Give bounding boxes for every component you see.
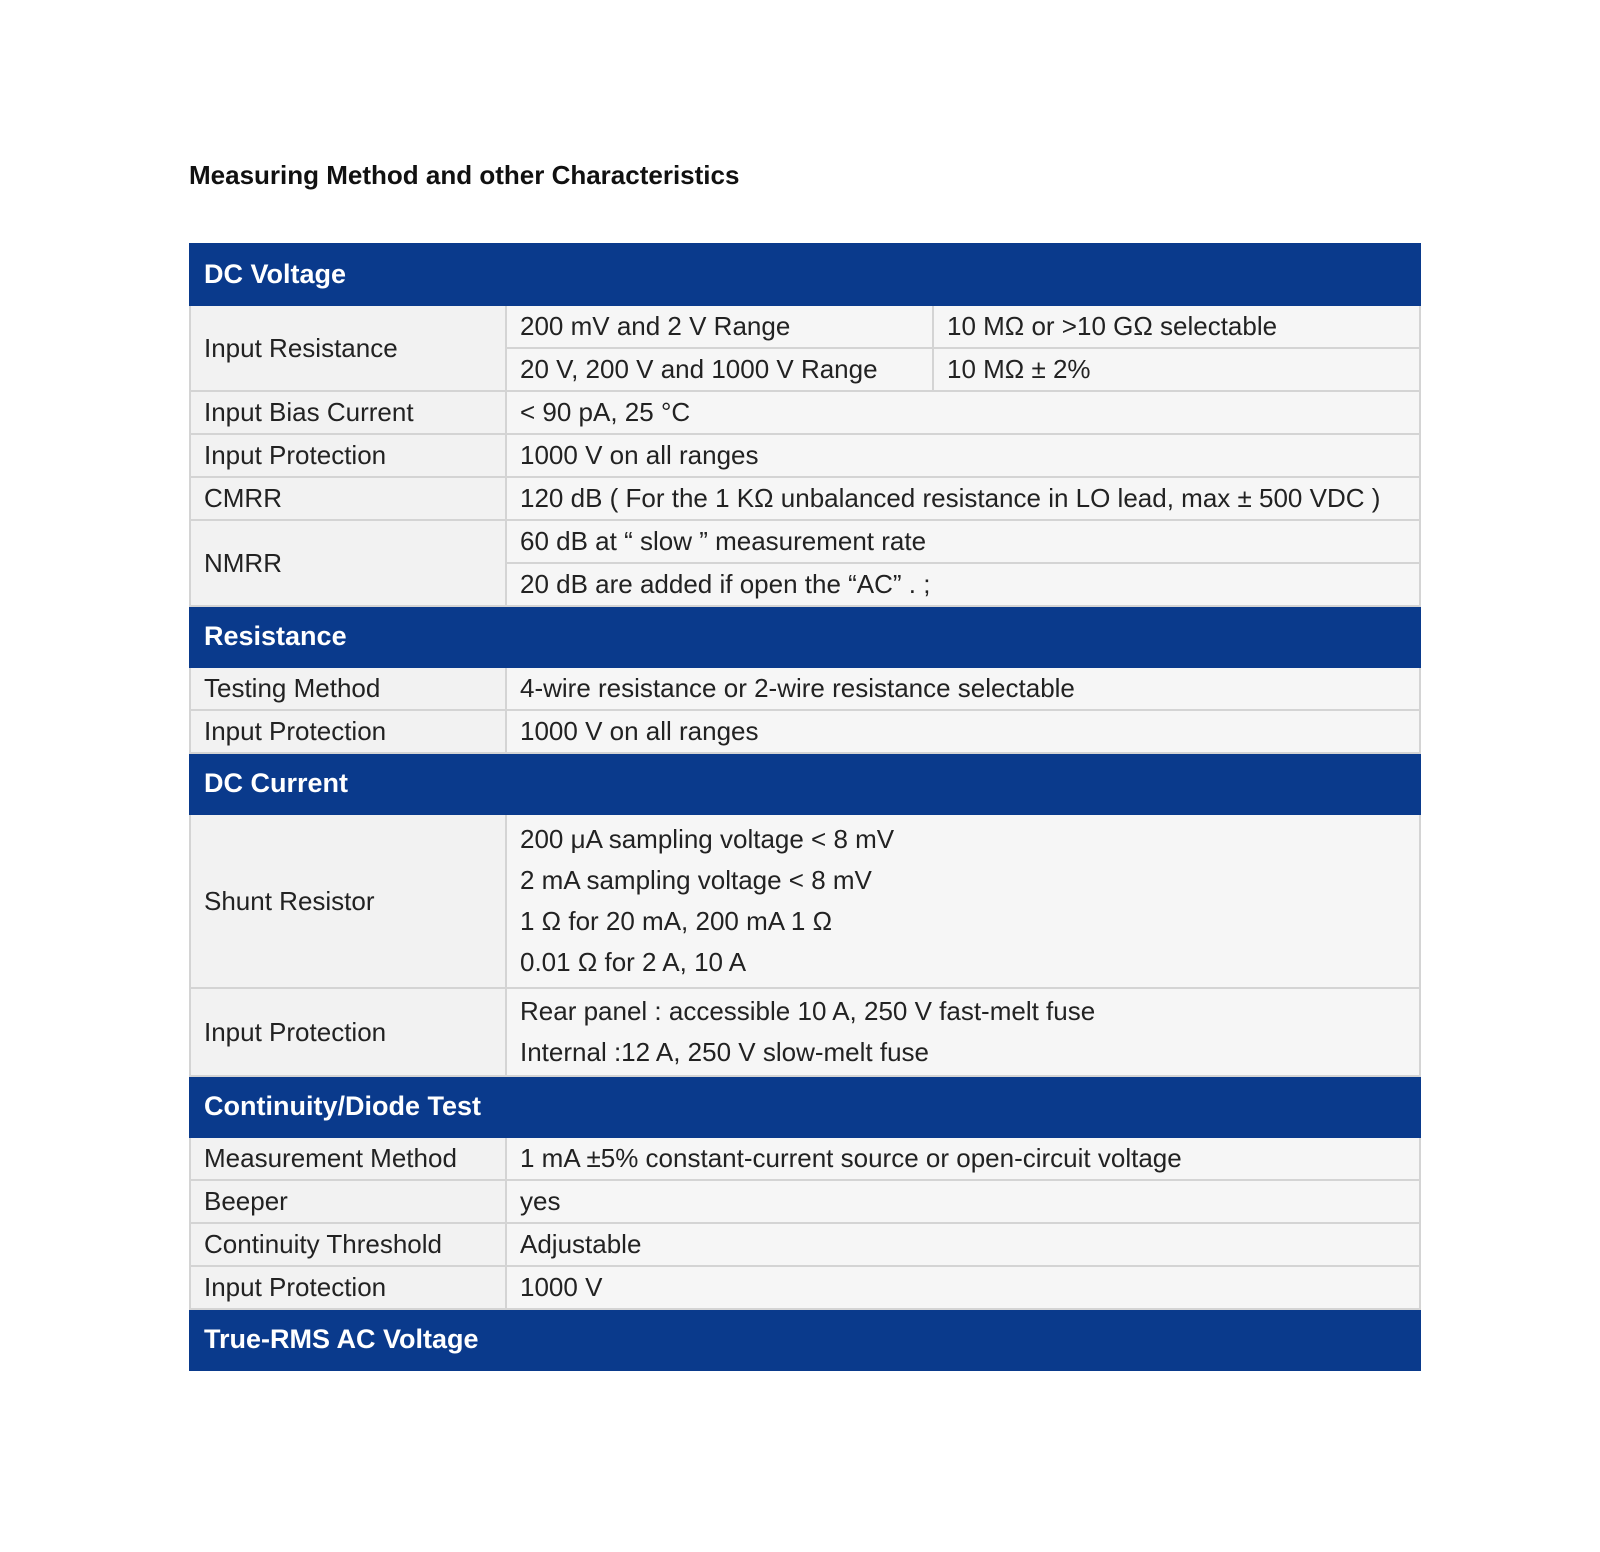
row-label-input-protection: Input Protection [190,1266,506,1309]
value-measurement-method: 1 mA ±5% constant-current source or open-circuit voltage [506,1137,1420,1180]
range-cell: 200 mV and 2 V Range [506,305,933,348]
table-row-measurement-method [190,1137,1420,1180]
table-row-continuity-threshold [190,1223,1420,1266]
section-header-dc-voltage [190,244,1420,305]
shunt-line: 200 μA sampling voltage < 8 mV [520,824,895,854]
value-continuity-threshold: Adjustable [506,1223,1420,1266]
range-value-cell: 10 MΩ ± 2% [933,348,1420,391]
table-row-input-protection [190,710,1420,753]
row-label-testing-method: Testing Method [190,667,506,710]
table-row-input-protection [190,1266,1420,1309]
table-row-testing-method [190,667,1420,710]
row-label-input-protection: Input Protection [190,710,506,753]
section-header-continuity-diode [190,1076,1420,1137]
row-label-input-protection: Input Protection [190,434,506,477]
value-nmrr-1: 60 dB at “ slow ” measurement rate [506,520,1420,563]
section-header-true-rms-ac-voltage [190,1309,1420,1370]
value-input-protection: 1000 V on all ranges [506,710,1420,753]
value-testing-method: 4-wire resistance or 2-wire resistance selectable [506,667,1420,710]
value-beeper: yes [506,1180,1420,1223]
page-title: Measuring Method and other Characteristics [189,160,740,190]
row-label-input-bias-current: Input Bias Current [190,391,506,434]
table-row-input-protection [190,434,1420,477]
row-label-input-resistance: Input Resistance [190,305,506,391]
table-row-shunt-resistor [190,814,1420,988]
table-row-input-protection [190,988,1420,1076]
shunt-line: 1 Ω for 20 mA, 200 mA 1 Ω [520,906,833,936]
value-input-bias-current: < 90 pA, 25 °C [506,391,1420,434]
table-row-beeper [190,1180,1420,1223]
table-row-nmrr [190,520,1420,563]
section-title-true-rms-ac-voltage: True-RMS AC Voltage [190,1309,1420,1370]
row-label-cmrr: CMRR [190,477,506,520]
spec-table [189,243,1421,1371]
value-input-protection: 1000 V on all ranges [506,434,1420,477]
section-title-continuity-diode: Continuity/Diode Test [190,1076,1420,1137]
section-header-dc-current [190,753,1420,814]
value-cmrr: 120 dB ( For the 1 KΩ unbalanced resistance in LO lead, max ± 500 VDC ) [506,477,1420,520]
table-row-cmrr [190,477,1420,520]
shunt-line: 0.01 Ω for 2 A, 10 A [520,947,747,977]
row-label-measurement-method: Measurement Method [190,1137,506,1180]
row-label-continuity-threshold: Continuity Threshold [190,1223,506,1266]
section-title-resistance: Resistance [190,606,1420,667]
section-header-resistance [190,606,1420,667]
row-label-nmrr: NMRR [190,520,506,606]
protection-line: Internal :12 A, 250 V slow-melt fuse [520,1037,929,1067]
section-title-dc-voltage: DC Voltage [190,244,1420,305]
value-shunt-resistor [506,814,1420,988]
value-input-protection: 1000 V [506,1266,1420,1309]
row-label-beeper: Beeper [190,1180,506,1223]
row-label-shunt-resistor: Shunt Resistor [190,814,506,988]
value-nmrr-2: 20 dB are added if open the “AC” . ; [506,563,1420,606]
range-value-cell: 10 MΩ or >10 GΩ selectable [933,305,1420,348]
section-title-dc-current: DC Current [190,753,1420,814]
protection-line: Rear panel : accessible 10 A, 250 V fast-melt fuse [520,996,1096,1026]
row-label-input-protection: Input Protection [190,988,506,1076]
table-row-input-bias-current [190,391,1420,434]
range-cell: 20 V, 200 V and 1000 V Range [506,348,933,391]
shunt-line: 2 mA sampling voltage < 8 mV [520,865,872,895]
table-row-input-resistance [190,305,1420,348]
value-input-protection [506,988,1420,1076]
